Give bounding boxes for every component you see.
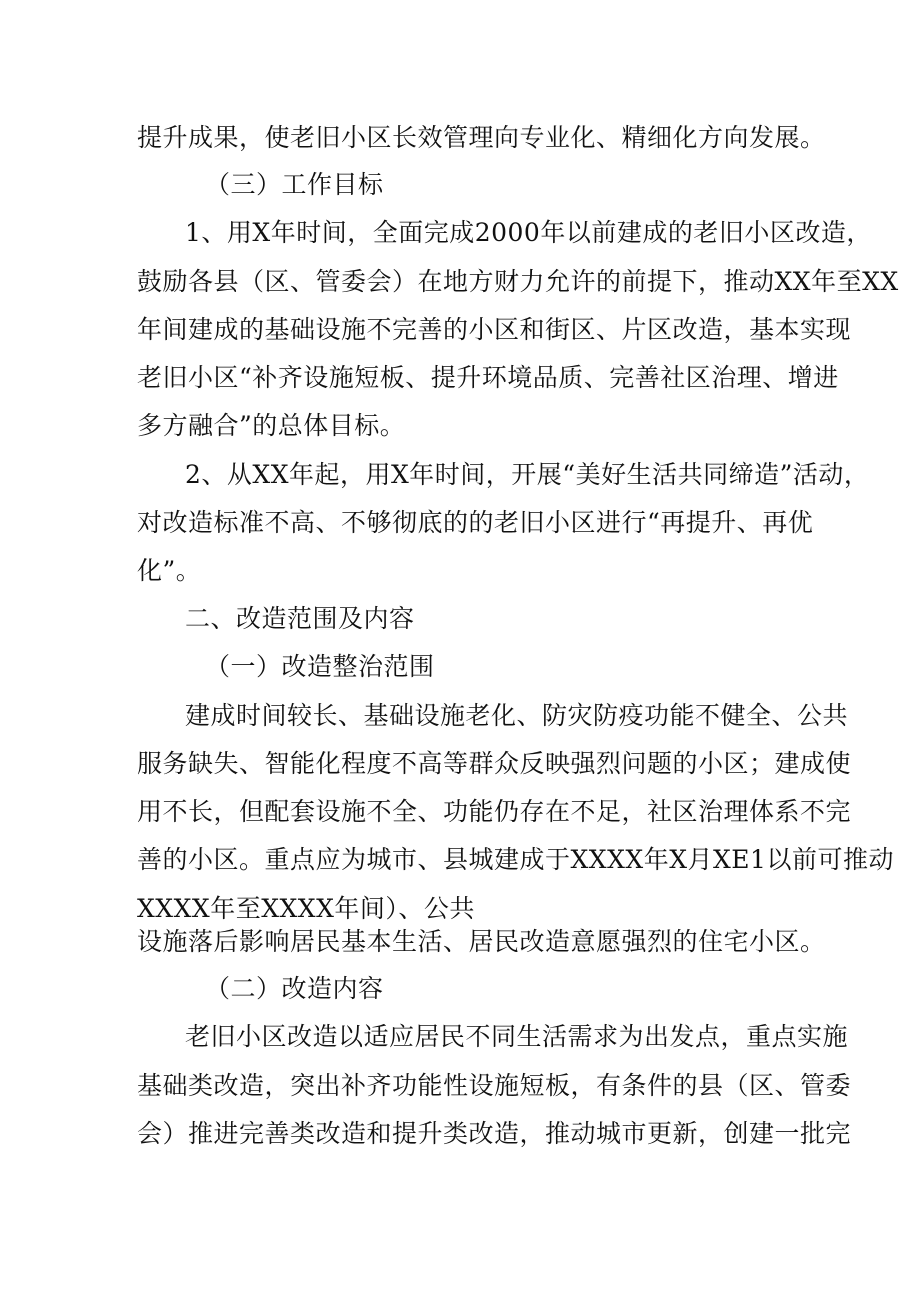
paragraph-line: 2、从XX年起，用X年时间，开展“美好生活共同缔造”活动， [185, 460, 870, 489]
paragraph-line: 1、用X年时间，全面完成2000年以前建成的老旧小区改造， [185, 218, 872, 247]
paragraph-line: 建成时间较长、基础设施老化、防灾防疫功能不健全、公共 [185, 701, 849, 730]
paragraph-line: 提升成果，使老旧小区长效管理向专业化、精细化方向发展。 [137, 123, 826, 152]
paragraph-line: 老旧小区改造以适应居民不同生活需求为出发点，重点实施 [185, 1022, 849, 1051]
paragraph-line: 服务缺失、智能化程度不高等群众反映强烈问题的小区；建成使 [137, 749, 852, 778]
subsection-heading: （二）改造内容 [205, 974, 384, 1003]
section-heading: 二、改造范围及内容 [185, 604, 415, 633]
paragraph-line: 善的小区。重点应为城市、县城建成于XXXX年X月XE1以前可推动 [137, 845, 894, 874]
paragraph-line: 基础类改造，突出补齐功能性设施短板，有条件的县（区、管委 [137, 1071, 852, 1100]
section-heading: （三）工作目标 [205, 170, 384, 199]
paragraph-line: 鼓励各县（区、管委会）在地方财力允许的前提下，推动XX年至XX [137, 267, 899, 296]
paragraph-line: 老旧小区“补齐设施短板、提升环境品质、完善社区治理、增进 [137, 363, 839, 392]
paragraph-line: 会）推进完善类改造和提升类改造，推动城市更新，创建一批完 [137, 1119, 852, 1148]
paragraph-line: 年间建成的基础设施不完善的小区和街区、片区改造，基本实现 [137, 315, 852, 344]
paragraph-line: XXXX年至XXXX年间）、公共 [137, 894, 475, 923]
paragraph-line: 化”。 [137, 556, 202, 585]
subsection-heading: （一）改造整治范围 [205, 652, 435, 681]
paragraph-line: 用不长，但配套设施不全、功能仍存在不足，社区治理体系不完 [137, 797, 852, 826]
paragraph-line: 多方融合”的总体目标。 [137, 411, 406, 440]
paragraph-line: 设施落后影响居民基本生活、居民改造意愿强烈的住宅小区。 [137, 927, 826, 956]
paragraph-line: 对改造标准不高、不够彻底的的老旧小区进行“再提升、再优 [137, 508, 814, 537]
